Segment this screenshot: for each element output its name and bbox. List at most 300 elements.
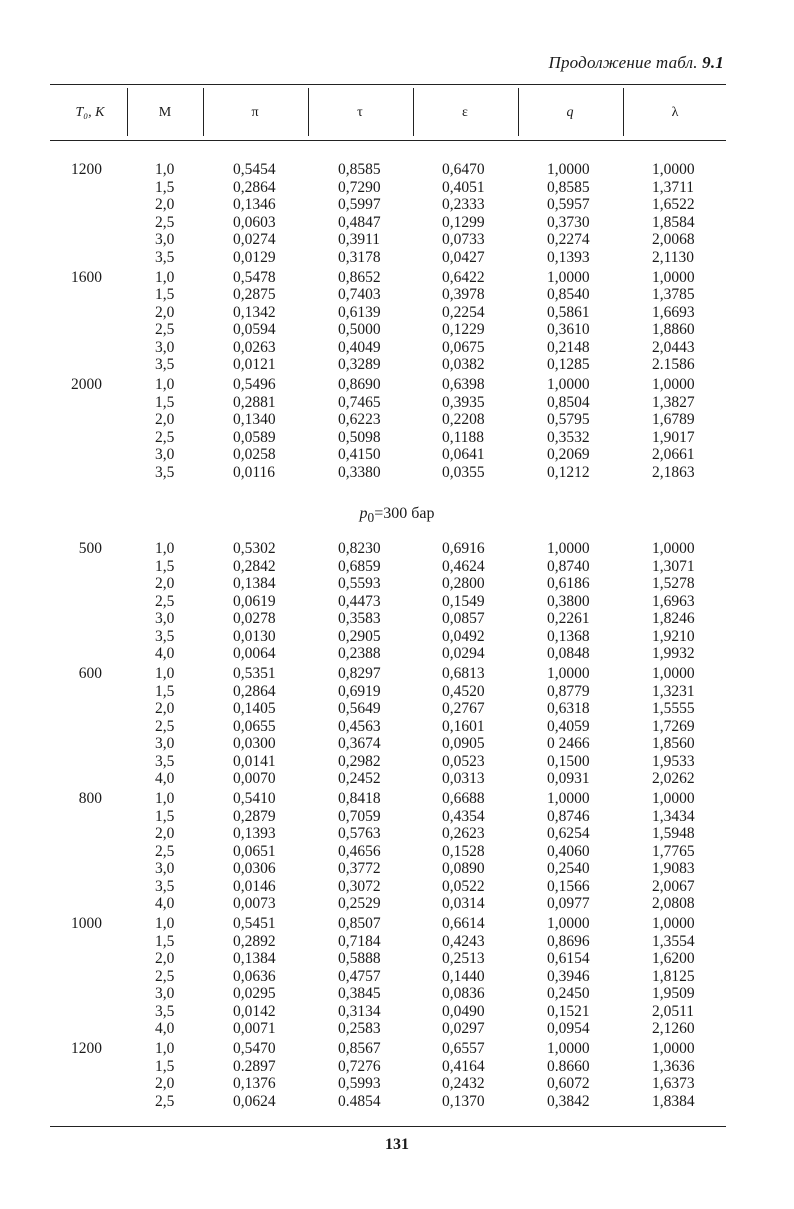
cell-epsilon: 0,6614	[442, 915, 485, 932]
subtitle-text: =300 бар	[374, 505, 435, 522]
cell-pi: 0,5478	[233, 268, 276, 286]
temperature-label: 2000	[71, 376, 102, 393]
cell-epsilon: 0,0857	[442, 610, 485, 627]
cell-tau: 0.4854	[338, 1092, 381, 1110]
cell-pi: 0,0142	[233, 1002, 276, 1020]
cell-m: 2,0	[155, 700, 175, 717]
cell-tau: 0,5000	[338, 321, 381, 338]
cell-lambda: 1,8384	[652, 1092, 695, 1110]
cell-pi: 0,0263	[233, 338, 276, 356]
cell-q: 0,0977	[547, 895, 590, 912]
cell-tau: 0,5763	[338, 825, 381, 842]
cell-q: 0,6154	[547, 950, 590, 967]
cell-epsilon: 0,0355	[442, 463, 485, 481]
cell-tau: 0,2452	[338, 770, 381, 787]
cell-m: 2,0	[155, 950, 175, 967]
cell-tau: 0,5649	[338, 700, 381, 717]
cell-pi: 0,0655	[233, 717, 276, 735]
cell-q: 0 2466	[547, 735, 590, 752]
cell-lambda: 1,6200	[652, 950, 695, 967]
cell-epsilon: 0,0427	[442, 248, 485, 266]
cell-m: 4,0	[155, 895, 175, 912]
cell-m: 3,5	[155, 877, 175, 895]
cell-pi: 0,2864	[233, 682, 276, 700]
cell-m: 1,0	[155, 376, 175, 393]
cell-q: 0,1368	[547, 627, 590, 645]
header-m: M	[158, 105, 172, 120]
cell-q: 0,6072	[547, 1075, 590, 1092]
cell-m: 3,5	[155, 752, 175, 770]
cell-tau: 0,3845	[338, 985, 381, 1002]
cell-q: 0,2450	[547, 985, 590, 1002]
cell-pi: 0,0064	[233, 645, 276, 662]
cell-m: 2,0	[155, 411, 175, 428]
cell-epsilon: 0,6398	[442, 376, 485, 393]
cell-pi: 0,0073	[233, 895, 276, 912]
cell-m: 2,5	[155, 321, 175, 338]
cell-lambda: 2,0262	[652, 770, 695, 787]
cell-epsilon: 0,4243	[442, 932, 485, 950]
cell-epsilon: 0,1528	[442, 842, 485, 860]
cell-tau: 0,7276	[338, 1057, 381, 1075]
header-t0: T₀, K	[75, 105, 105, 120]
cell-lambda: 1,0000	[652, 915, 695, 932]
cell-q: 0,1285	[547, 356, 590, 373]
cell-m: 3,0	[155, 735, 175, 752]
cell-pi: 0,0619	[233, 592, 276, 610]
cell-epsilon: 0,3978	[442, 286, 485, 303]
cell-tau: 0,8652	[338, 268, 381, 286]
cell-q: 0,2069	[547, 446, 590, 463]
cell-q: 0.8660	[547, 1057, 590, 1075]
cell-lambda: 1,3434	[652, 807, 695, 825]
cell-tau: 0,4757	[338, 967, 381, 985]
cell-lambda: 1,3711	[652, 178, 695, 196]
cell-q: 1,0000	[547, 376, 590, 393]
cell-epsilon: 0,0733	[442, 231, 485, 248]
cell-lambda: 2,1863	[652, 463, 695, 481]
cell-m: 3,5	[155, 248, 175, 266]
cell-pi: 0,2842	[233, 557, 276, 575]
cell-pi: 0,2875	[233, 286, 276, 303]
cell-m: 1,5	[155, 393, 175, 411]
cell-pi: 0,1405	[233, 700, 276, 717]
cell-m: 2,5	[155, 428, 175, 446]
cell-q: 0,8740	[547, 557, 590, 575]
cell-lambda: 1,8246	[652, 610, 695, 627]
cell-q: 0,0954	[547, 1020, 590, 1037]
cell-pi: 0,0146	[233, 877, 276, 895]
header-epsilon: ε	[462, 105, 468, 120]
page-number: 131	[385, 1136, 409, 1153]
cell-epsilon: 0,4520	[442, 682, 485, 700]
cell-tau: 0,7059	[338, 807, 381, 825]
cell-tau: 0,4473	[338, 592, 381, 610]
cell-lambda: 1,3554	[652, 932, 695, 950]
cell-pi: 0,2892	[233, 932, 276, 950]
cell-pi: 0,1342	[233, 303, 276, 321]
cell-lambda: 1,9083	[652, 860, 695, 877]
cell-m: 2,0	[155, 303, 175, 321]
cell-epsilon: 0,1229	[442, 321, 485, 338]
cell-q: 0,4059	[547, 717, 590, 735]
cell-pi: 0,5454	[233, 161, 276, 178]
cell-epsilon: 0,0294	[442, 645, 485, 662]
cell-m: 3,0	[155, 985, 175, 1002]
cell-tau: 0,4049	[338, 338, 381, 356]
cell-epsilon: 0,0675	[442, 338, 485, 356]
cell-lambda: 1,5948	[652, 825, 695, 842]
cell-m: 2,5	[155, 842, 175, 860]
cell-pi: 0,0278	[233, 610, 276, 627]
cell-m: 4,0	[155, 1020, 175, 1037]
cell-pi: 0,0624	[233, 1092, 276, 1110]
cell-q: 0,6186	[547, 575, 590, 592]
cell-pi: 0,5410	[233, 790, 276, 807]
cell-epsilon: 0,0490	[442, 1002, 485, 1020]
cell-q: 0,8585	[547, 178, 590, 196]
cell-epsilon: 0,2333	[442, 196, 485, 213]
cell-lambda: 1,9210	[652, 627, 695, 645]
cell-epsilon: 0,0523	[442, 752, 485, 770]
cell-m: 1,0	[155, 161, 175, 178]
cell-tau: 0,3772	[338, 860, 381, 877]
cell-pi: 0,5496	[233, 376, 276, 393]
temperature-label: 600	[78, 665, 102, 682]
cell-epsilon: 0,6688	[442, 790, 485, 807]
cell-lambda: 1,5555	[652, 700, 695, 717]
cell-pi: 0,0141	[233, 752, 276, 770]
cell-lambda: 1,3231	[652, 682, 695, 700]
cell-q: 0,8540	[547, 286, 590, 303]
caption-prefix: Продолжение табл.	[548, 53, 698, 72]
cell-lambda: 1,0000	[652, 376, 695, 393]
cell-tau: 0,3380	[338, 463, 381, 481]
cell-q: 0,2274	[547, 231, 590, 248]
cell-m: 1,5	[155, 178, 175, 196]
cell-m: 2,0	[155, 575, 175, 592]
cell-lambda: 1,7269	[652, 717, 695, 735]
cell-tau: 0,7465	[338, 393, 381, 411]
page-bottom-rule	[50, 1126, 726, 1127]
cell-pi: 0,0130	[233, 627, 276, 645]
cell-q: 0,5795	[547, 411, 590, 428]
cell-m: 1,5	[155, 286, 175, 303]
cell-q: 0,1566	[547, 877, 590, 895]
cell-pi: 0,0594	[233, 321, 276, 338]
cell-m: 1,0	[155, 665, 175, 682]
cell-epsilon: 0,0314	[442, 895, 485, 912]
cell-pi: 0,0603	[233, 213, 276, 231]
cell-lambda: 2,0068	[652, 231, 695, 248]
cell-q: 0,2148	[547, 338, 590, 356]
cell-epsilon: 0,2767	[442, 700, 485, 717]
cell-m: 2,5	[155, 1092, 175, 1110]
cell-pi: 0.2897	[233, 1057, 276, 1075]
cell-lambda: 1,0000	[652, 540, 695, 557]
cell-lambda: 1,7765	[652, 842, 695, 860]
cell-pi: 0,0121	[233, 356, 276, 373]
cell-tau: 0,8507	[338, 915, 381, 932]
cell-m: 3,5	[155, 627, 175, 645]
cell-tau: 0,4150	[338, 446, 381, 463]
cell-tau: 0,5993	[338, 1075, 381, 1092]
cell-lambda: 2,0661	[652, 446, 695, 463]
cell-lambda: 1,3827	[652, 393, 695, 411]
cell-epsilon: 0,0522	[442, 877, 485, 895]
cell-m: 3,5	[155, 1002, 175, 1020]
cell-m: 3,0	[155, 860, 175, 877]
cell-lambda: 1,8860	[652, 321, 695, 338]
cell-tau: 0,8567	[338, 1040, 381, 1057]
cell-m: 2,0	[155, 825, 175, 842]
cell-q: 1,0000	[547, 915, 590, 932]
cell-epsilon: 0,1601	[442, 717, 485, 735]
cell-tau: 0,6919	[338, 682, 381, 700]
cell-lambda: 2.1586	[652, 356, 695, 373]
cell-lambda: 1,0000	[652, 1040, 695, 1057]
cell-q: 1,0000	[547, 161, 590, 178]
cell-pi: 0,0116	[233, 463, 276, 481]
cell-lambda: 1,8560	[652, 735, 695, 752]
cell-q: 0,8779	[547, 682, 590, 700]
cell-q: 0,6254	[547, 825, 590, 842]
cell-q: 1,0000	[547, 665, 590, 682]
cell-pi: 0,2879	[233, 807, 276, 825]
cell-pi: 0,0070	[233, 770, 276, 787]
cell-lambda: 2,0067	[652, 877, 695, 895]
cell-epsilon: 0,2254	[442, 303, 485, 321]
cell-tau: 0,8418	[338, 790, 381, 807]
cell-q: 0,3610	[547, 321, 590, 338]
temperature-label: 1200	[71, 1040, 102, 1057]
temperature-label: 1000	[71, 915, 102, 932]
cell-pi: 0,0258	[233, 446, 276, 463]
cell-lambda: 1,3071	[652, 557, 695, 575]
cell-q: 0,2540	[547, 860, 590, 877]
cell-q: 0,1212	[547, 463, 590, 481]
cell-q: 0,6318	[547, 700, 590, 717]
cell-q: 1,0000	[547, 1040, 590, 1057]
cell-lambda: 1,9533	[652, 752, 695, 770]
cell-epsilon: 0,2800	[442, 575, 485, 592]
cell-q: 0,0931	[547, 770, 590, 787]
cell-epsilon: 0,4051	[442, 178, 485, 196]
cell-q: 1,0000	[547, 790, 590, 807]
cell-lambda: 1,3785	[652, 286, 695, 303]
cell-tau: 0,4656	[338, 842, 381, 860]
cell-pi: 0,5451	[233, 915, 276, 932]
cell-lambda: 1,3636	[652, 1057, 695, 1075]
cell-lambda: 1,0000	[652, 268, 695, 286]
header-lambda: λ	[671, 105, 679, 120]
cell-tau: 0,6139	[338, 303, 381, 321]
caption-number: 9.1	[702, 53, 724, 72]
cell-tau: 0,2982	[338, 752, 381, 770]
cell-m: 1,0	[155, 1040, 175, 1057]
cell-m: 2,5	[155, 592, 175, 610]
temperature-label: 500	[78, 540, 102, 557]
cell-tau: 0,7184	[338, 932, 381, 950]
cell-lambda: 1,8125	[652, 967, 695, 985]
cell-pi: 0,5351	[233, 665, 276, 682]
cell-tau: 0,5888	[338, 950, 381, 967]
cell-q: 0,3532	[547, 428, 590, 446]
cell-epsilon: 0,0641	[442, 446, 485, 463]
cell-m: 1,5	[155, 682, 175, 700]
cell-lambda: 1,9509	[652, 985, 695, 1002]
cell-lambda: 2,0511	[652, 1002, 695, 1020]
pressure-subtitle	[0, 505, 794, 526]
cell-tau: 0,3911	[338, 231, 381, 248]
cell-tau: 0,2905	[338, 627, 381, 645]
cell-q: 0,2261	[547, 610, 590, 627]
cell-epsilon: 0,6916	[442, 540, 485, 557]
cell-pi: 0,2881	[233, 393, 276, 411]
cell-q: 0,8696	[547, 932, 590, 950]
temperature-label: 800	[78, 790, 102, 807]
cell-epsilon: 0,4354	[442, 807, 485, 825]
cell-q: 0,3800	[547, 592, 590, 610]
cell-tau: 0,5098	[338, 428, 381, 446]
cell-pi: 0,1340	[233, 411, 276, 428]
cell-lambda: 2,0808	[652, 895, 695, 912]
cell-q: 0,3730	[547, 213, 590, 231]
cell-tau: 0,3072	[338, 877, 381, 895]
cell-q: 0,4060	[547, 842, 590, 860]
cell-m: 3,0	[155, 446, 175, 463]
cell-tau: 0,7403	[338, 286, 381, 303]
subtitle-subscript: 0	[367, 510, 375, 526]
cell-m: 1,5	[155, 1057, 175, 1075]
cell-lambda: 1,9932	[652, 645, 695, 662]
cell-m: 2,0	[155, 1075, 175, 1092]
temperature-label: 1200	[71, 161, 102, 178]
cell-epsilon: 0,6470	[442, 161, 485, 178]
cell-lambda: 1,0000	[652, 790, 695, 807]
cell-pi: 0,5470	[233, 1040, 276, 1057]
cell-pi: 0,1376	[233, 1075, 276, 1092]
cell-m: 3,0	[155, 338, 175, 356]
cell-pi: 0,0589	[233, 428, 276, 446]
cell-tau: 0,4847	[338, 213, 381, 231]
cell-q: 0,5957	[547, 196, 590, 213]
cell-pi: 0,0306	[233, 860, 276, 877]
cell-lambda: 1,6693	[652, 303, 695, 321]
cell-tau: 0,8297	[338, 665, 381, 682]
cell-pi: 0,5302	[233, 540, 276, 557]
cell-epsilon: 0,0890	[442, 860, 485, 877]
cell-epsilon: 0,2623	[442, 825, 485, 842]
cell-q: 0,8504	[547, 393, 590, 411]
cell-epsilon: 0,0492	[442, 627, 485, 645]
cell-lambda: 1,9017	[652, 428, 695, 446]
cell-tau: 0,3134	[338, 1002, 381, 1020]
cell-q: 0,1521	[547, 1002, 590, 1020]
cell-epsilon: 0,1188	[442, 428, 485, 446]
cell-tau: 0,3178	[338, 248, 381, 266]
cell-lambda: 1,6789	[652, 411, 695, 428]
cell-q: 0,3946	[547, 967, 590, 985]
cell-epsilon: 0,6557	[442, 1040, 485, 1057]
cell-tau: 0,8230	[338, 540, 381, 557]
subtitle-variable: p	[359, 505, 368, 522]
cell-pi: 0,0129	[233, 248, 276, 266]
cell-m: 1,0	[155, 268, 175, 286]
cell-epsilon: 0,2513	[442, 950, 485, 967]
cell-m: 2,5	[155, 967, 175, 985]
cell-lambda: 2,0443	[652, 338, 695, 356]
cell-pi: 0,1384	[233, 950, 276, 967]
cell-pi: 0,0295	[233, 985, 276, 1002]
cell-epsilon: 0,6813	[442, 665, 485, 682]
cell-m: 4,0	[155, 770, 175, 787]
cell-epsilon: 0,0313	[442, 770, 485, 787]
cell-lambda: 2,1260	[652, 1020, 695, 1037]
header-q: q	[566, 105, 574, 120]
cell-tau: 0,7290	[338, 178, 381, 196]
cell-tau: 0,6223	[338, 411, 381, 428]
cell-q: 1,0000	[547, 268, 590, 286]
cell-m: 2,0	[155, 196, 175, 213]
cell-lambda: 1,8584	[652, 213, 695, 231]
cell-m: 1,5	[155, 557, 175, 575]
cell-epsilon: 0,4624	[442, 557, 485, 575]
cell-lambda: 1,6522	[652, 196, 695, 213]
cell-pi: 0,0274	[233, 231, 276, 248]
cell-epsilon: 0,1299	[442, 213, 485, 231]
cell-pi: 0,1346	[233, 196, 276, 213]
cell-m: 2,5	[155, 213, 175, 231]
cell-epsilon: 0,1370	[442, 1092, 485, 1110]
cell-epsilon: 0,4164	[442, 1057, 485, 1075]
cell-lambda: 2,1130	[652, 248, 695, 266]
cell-pi: 0,0071	[233, 1020, 276, 1037]
cell-epsilon: 0,0905	[442, 735, 485, 752]
cell-q: 0,5861	[547, 303, 590, 321]
cell-q: 0,0848	[547, 645, 590, 662]
cell-lambda: 1,0000	[652, 665, 695, 682]
cell-m: 1,0	[155, 540, 175, 557]
cell-lambda: 1,0000	[652, 161, 695, 178]
cell-m: 2,5	[155, 717, 175, 735]
cell-q: 0,1393	[547, 248, 590, 266]
cell-tau: 0,5593	[338, 575, 381, 592]
cell-m: 3,5	[155, 463, 175, 481]
header-tau: τ	[357, 105, 363, 120]
cell-pi: 0,1393	[233, 825, 276, 842]
header-pi: π	[251, 105, 259, 120]
cell-pi: 0,0300	[233, 735, 276, 752]
cell-q: 0,1500	[547, 752, 590, 770]
cell-tau: 0,6859	[338, 557, 381, 575]
cell-q: 1,0000	[547, 540, 590, 557]
cell-tau: 0,8585	[338, 161, 381, 178]
cell-tau: 0,2388	[338, 645, 381, 662]
cell-tau: 0,8690	[338, 376, 381, 393]
cell-epsilon: 0,3935	[442, 393, 485, 411]
cell-m: 1,0	[155, 790, 175, 807]
cell-m: 1,5	[155, 807, 175, 825]
cell-m: 4,0	[155, 645, 175, 662]
cell-m: 1,5	[155, 932, 175, 950]
cell-lambda: 1,5278	[652, 575, 695, 592]
cell-epsilon: 0,1440	[442, 967, 485, 985]
cell-lambda: 1,6373	[652, 1075, 695, 1092]
cell-epsilon: 0,2208	[442, 411, 485, 428]
cell-tau: 0,3289	[338, 356, 381, 373]
cell-pi: 0,1384	[233, 575, 276, 592]
